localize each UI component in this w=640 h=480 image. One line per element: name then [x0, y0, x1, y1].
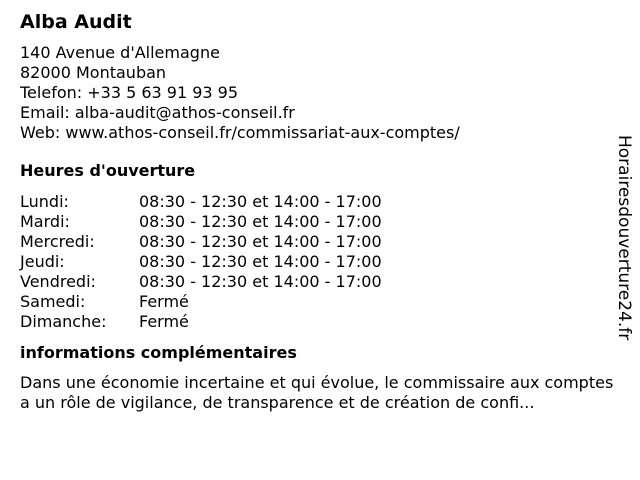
hours-row-friday: [20, 272, 610, 292]
contact-block: [20, 43, 610, 143]
business-info: [20, 10, 614, 413]
day-label: Dimanche:: [20, 312, 107, 331]
day-label: Lundi:: [20, 192, 69, 211]
address-street: 140 Avenue d'Allemagne: [20, 43, 220, 62]
hours-value: 08:30 - 12:30 et 14:00 - 17:00: [139, 232, 382, 251]
site-watermark: Horairesdouverture24.fr: [614, 135, 634, 341]
hours-value: 08:30 - 12:30 et 14:00 - 17:00: [139, 272, 382, 291]
day-label: Vendredi:: [20, 272, 96, 291]
hours-row-tuesday: [20, 212, 610, 232]
opening-hours-table: [20, 192, 610, 332]
hours-row-wednesday: [20, 232, 610, 252]
day-label: Mardi:: [20, 212, 70, 231]
hours-value: 08:30 - 12:30 et 14:00 - 17:00: [139, 252, 382, 271]
opening-hours-heading: Heures d'ouverture: [20, 161, 196, 180]
day-label: Jeudi:: [20, 252, 65, 271]
web-line: Web: www.athos-conseil.fr/commissariat-aux-comptes/: [20, 123, 460, 142]
address-city: 82000 Montauban: [20, 63, 167, 82]
hours-row-thursday: [20, 252, 610, 272]
email-line: Email: alba-audit@athos-conseil.fr: [20, 103, 295, 122]
additional-info-text: Dans une économie incertaine et qui évolue, le commissaire aux comptes a un rôle de vigilance, de transparence et de création de confi...: [20, 373, 614, 412]
day-label: Samedi:: [20, 292, 86, 311]
hours-value: 08:30 - 12:30 et 14:00 - 17:00: [139, 212, 382, 231]
hours-row-saturday: [20, 292, 610, 312]
hours-row-sunday: [20, 312, 610, 332]
hours-row-monday: [20, 192, 610, 212]
hours-value: Fermé: [139, 312, 189, 331]
hours-value: Fermé: [139, 292, 189, 311]
hours-value: 08:30 - 12:30 et 14:00 - 17:00: [139, 192, 382, 211]
business-name: Alba Audit: [20, 11, 132, 33]
day-label: Mercredi:: [20, 232, 95, 251]
phone-line: Telefon: +33 5 63 91 93 95: [20, 83, 239, 102]
additional-info-heading: informations complémentaires: [20, 343, 297, 362]
